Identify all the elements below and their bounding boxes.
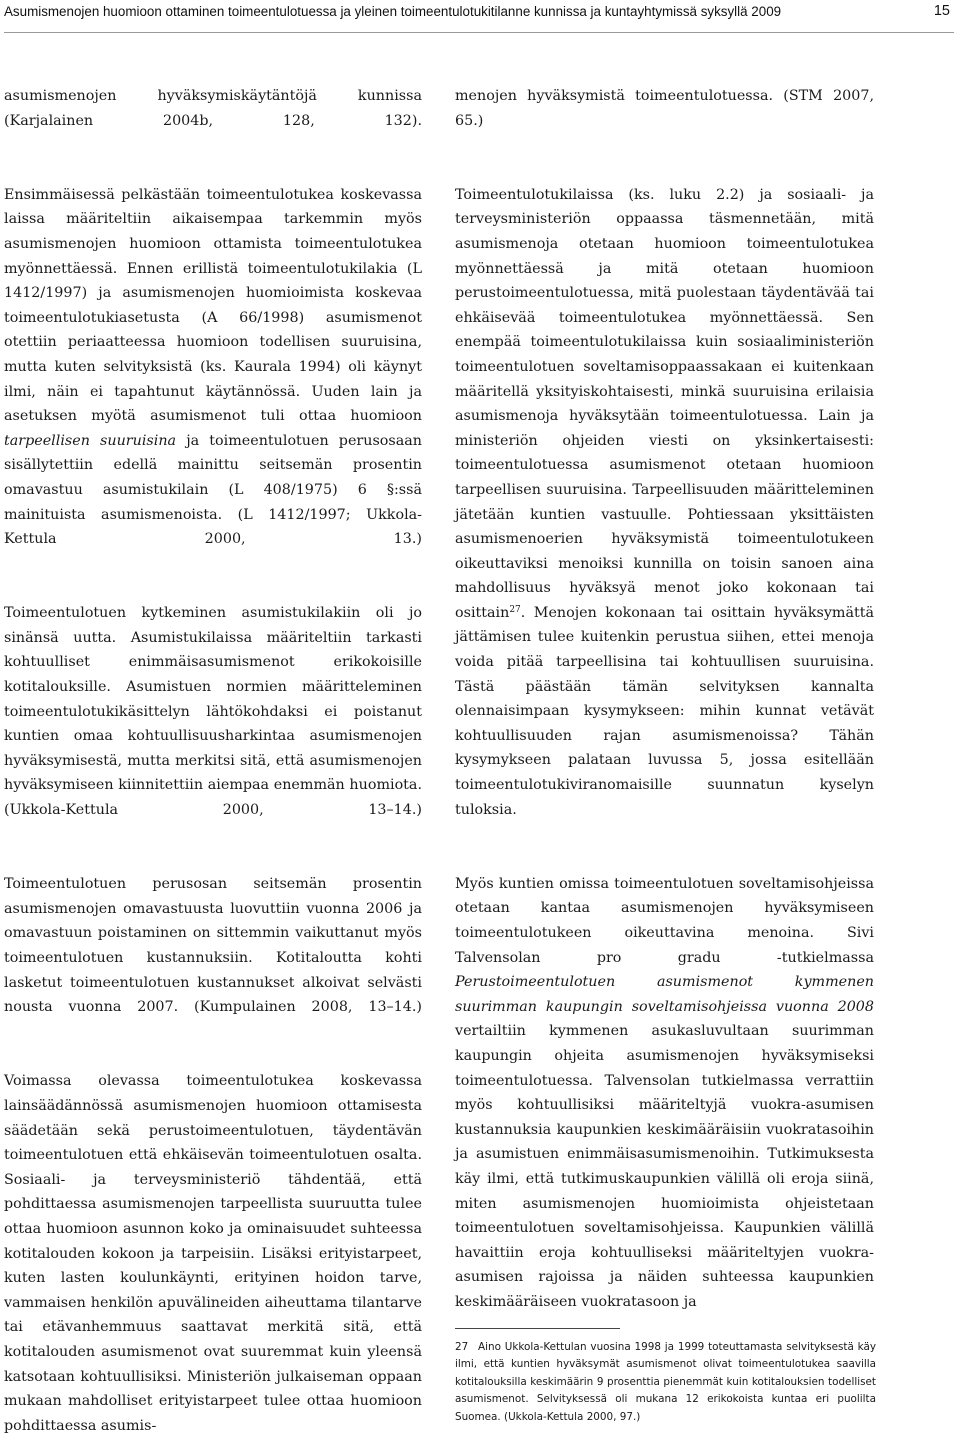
left-column: [4, 84, 422, 1438]
running-header-title: Asumismenojen huomioon ottaminen toimeentulotuessa ja yleinen toimeentulotukitilanne kunnissa ja kuntayhtymissä syksyllä 2009: [4, 4, 782, 19]
page-number: 15: [933, 3, 950, 19]
paragraph: Toimeentulotuen perusosan seitsemän prosentin asumismenojen omavastuusta luovuttiin vuonna 2006 ja omavastuun poistaminen on sittemmin vaikuttanut myös toimeentulotuen kustannuksiin. Kotitaloutta kohti lasketut toimeentulotuen kustannukset alkoivat selvästi nousta vuonna 2007. (Kumpulainen 2008, 13–14.): [4, 876, 422, 1016]
footnote: [455, 1339, 876, 1426]
paragraph: Myös kuntien omissa toimeentulotuen soveltamisohjeissa otetaan kantaa asumismenojen hyväksymiseen toimeentulotukeen oikeuttavina menoina. Sivi Talvensolan pro gradu -tutkielmassa Perustoimeentulotuen asumismenot kymmenen suurimman kaupungin soveltamisohjeissa vuonna 2008 vertailtiin kymmenen asukasluvultaan suurimman kaupungin ohjeita asumismenojen hyväksymiseksi toimeentulotuessa. Talvensolan tutkielmassa verrattiin myös kohtuullisiksi määriteltyjä vuokra-asumisen kustannuksia kaupunkien keskimääräisiin vuokratasoihin ja asumistuen enimmäisasumismenoihin. Tutkimuksesta käy ilmi, että tutkimuskaupunkien välillä oli eroja siinä, miten asumismenojen huomioimista ohjeistetaan toimeentulotuen soveltamisohjeissa. Kaupunkien välillä havaittiin eroja kohtuulliseksi määriteltyjen vuokra-asumisen rajoissa ja näiden suhteessa kaupunkien keskimääräiseen vuokratasoon ja: [455, 875, 874, 1310]
footnote-text: Aino Ukkola-Kettulan vuosina 1998 ja 1999 toteuttamasta selvityksestä käy ilmi, että kuntien hyväksymät asumismenot olivat toimeentulotukea saavilla kotitalouksilla keskimäärin 9 prosenttia pienemmät kuin kotitalouksien todelliset asumismenot. Selvityksessä oli mukana 12 erikokoista kuntaa eri puolilta Suomea. (Ukkola-Kettula 2000, 97.): [455, 1341, 876, 1423]
header-rule: [4, 32, 954, 33]
footnote-reference[interactable]: 27: [509, 604, 521, 615]
running-header: [4, 0, 954, 30]
emphasis: Perustoimeentulotuen asumismenot kymmenen suurimman kaupungin soveltamisohjeissa vuonna 2008: [455, 974, 874, 1015]
paragraph: asumismenojen hyväksymiskäytäntöjä kunnissa (Karjalainen 2004b, 128, 132).: [4, 88, 422, 129]
paragraph: Voimassa olevassa toimeentulotukea koskevassa lainsäädännössä asumismenojen huomioon ottamisesta säädetään sekä perustoimeentulotuen, täydentävän toimeentulotuen että ehkäisevän toimeentulotuen osalta. Sosiaali- ja terveysministeriö tähdentää, että pohdittaessa asumismenojen tarpeellista suuruutta tulee ottaa huomioon asunnon koko ja ominaisuudet suhteessa kotitalouden kokoon ja tarpeisiin. Lisäksi erityistarpeet, kuten lasten koulunkäynti, erityinen hoidon tarve, vammaisen henkilön apuvälineiden aiheuttama tilantarve tai etävanhemmuus saattavat merkitä sitä, että kotitalouden asumismenot ovat suuremmat kuin yleensä katsotaan kohtuullisiksi. Ministeriön julkaiseman oppaan mukaan mahdolliset erityistarpeet tulee ottaa huomioon pohdittaessa asumis-: [4, 1073, 422, 1434]
paragraph: menojen hyväksymistä toimeentulotuessa. (STM 2007, 65.): [455, 88, 874, 129]
footnote-number: 27: [455, 1341, 469, 1353]
paragraph: Ensimmäisessä pelkästään toimeentulotukea koskevassa laissa määriteltiin aikaisempaa tarkemmin myös asumismenojen huomioon ottamista toimeentulotukea myönnettäessä. Ennen erillistä toimeentulotukilakia (L 1412/1997) ja asumismenojen huomioimista koskevaa toimeentulotukiasetusta (A 66/1998) asumismenot otettiin periaatteessa huomioon todellisen suuruisina, mutta kuten selvityksistä (ks. Kaurala 1994) oli käynyt ilmi, näin ei tapahtunut käytännössä. Uuden lain ja asetuksen myötä asumismenot tuli ottaa huomioon tarpeellisen suuruisina ja toimeentulotuen perusosaan sisällytettiin edellä mainittu seitsemän prosentin omavastuu asumistukilain (L 408/1975) 6 §:ssä mainituista asumismenoista. (L 1412/1997; Ukkola-Kettula 2000, 13.): [4, 186, 423, 548]
right-column: [455, 84, 874, 1315]
footnote-rule: [455, 1328, 620, 1329]
paragraph: Toimeentulotuen kytkeminen asumistukilakiin oli jo sinänsä uutta. Asumistukilaissa määriteltiin tarkasti kohtuulliset enimmäisasumismenot erikokoisille kotitalouksille. Asumistuen normien määritteleminen toimeentulotukikäsittelyn lähtökohdaksi ei poistanut kuntien omaa kohtuullisuusharkintaa asumismenojen hyväksymisestä, mutta merkitsi sitä, että asumismenojen hyväksymiseen kiinnitettiin aiempaa enemmän huomiota. (Ukkola-Kettula 2000, 13–14.): [4, 605, 422, 819]
paragraph: Toimeentulotukilaissa (ks. luku 2.2) ja sosiaali- ja terveysministeriön oppaassa täsmennetään, mitä asumismenoja otetaan huomioon toimeentulotukea myönnettäessä ja mitä otetaan huomioon perustoimeentulotuessa, mitä puolestaan täydentävää tai ehkäisevää toimeentulotukea myönnettäessä. Sen enempää toimeentulotukilaissa kuin sosiaaliministeriön toimeentulotuen soveltamisoppaassakaan ei kuitenkaan määritellä yksityiskohtaisesti, minkä suuruisina erilaisia asumismenoja hyväksytään toimeentulotuessa. Lain ja ministeriön ohjeiden viesti on yksinkertaisesti: toimeentulotuessa asumismenot otetaan huomioon tarpeellisen suuruisina. Tarpeellisuuden määritteleminen jätetään kuntien vastuulle. Pohtiessaan yksittäisten asumismenoerien hyväksymistä toimeentulotukeen oikeuttaviksi menoiksi kunnilla on toisin sanoen aina mahdollisuus hyväksyä menot joko kokonaan tai osittain$^{27}$. Menojen kokonaan tai osittain hyväksymättä jättämisen tulee kuitenkin perustua siihen, ettei menoja voida pitää tarpeellisina tai kohtuullisen suuruisina. Tästä päästään tämän selvityksen kannalta olennaisimpaan kysymykseen: mihin kunnat vetävät kohtuullisuuden rajan asumismenoissa? Tähän kysymykseen palataan luvussa 5, jossa esitellään toimeentulotukiviranomaisille suunnatun kyselyn tuloksia.: [455, 186, 874, 818]
emphasis: tarpeellisen suuruisina: [4, 432, 177, 449]
